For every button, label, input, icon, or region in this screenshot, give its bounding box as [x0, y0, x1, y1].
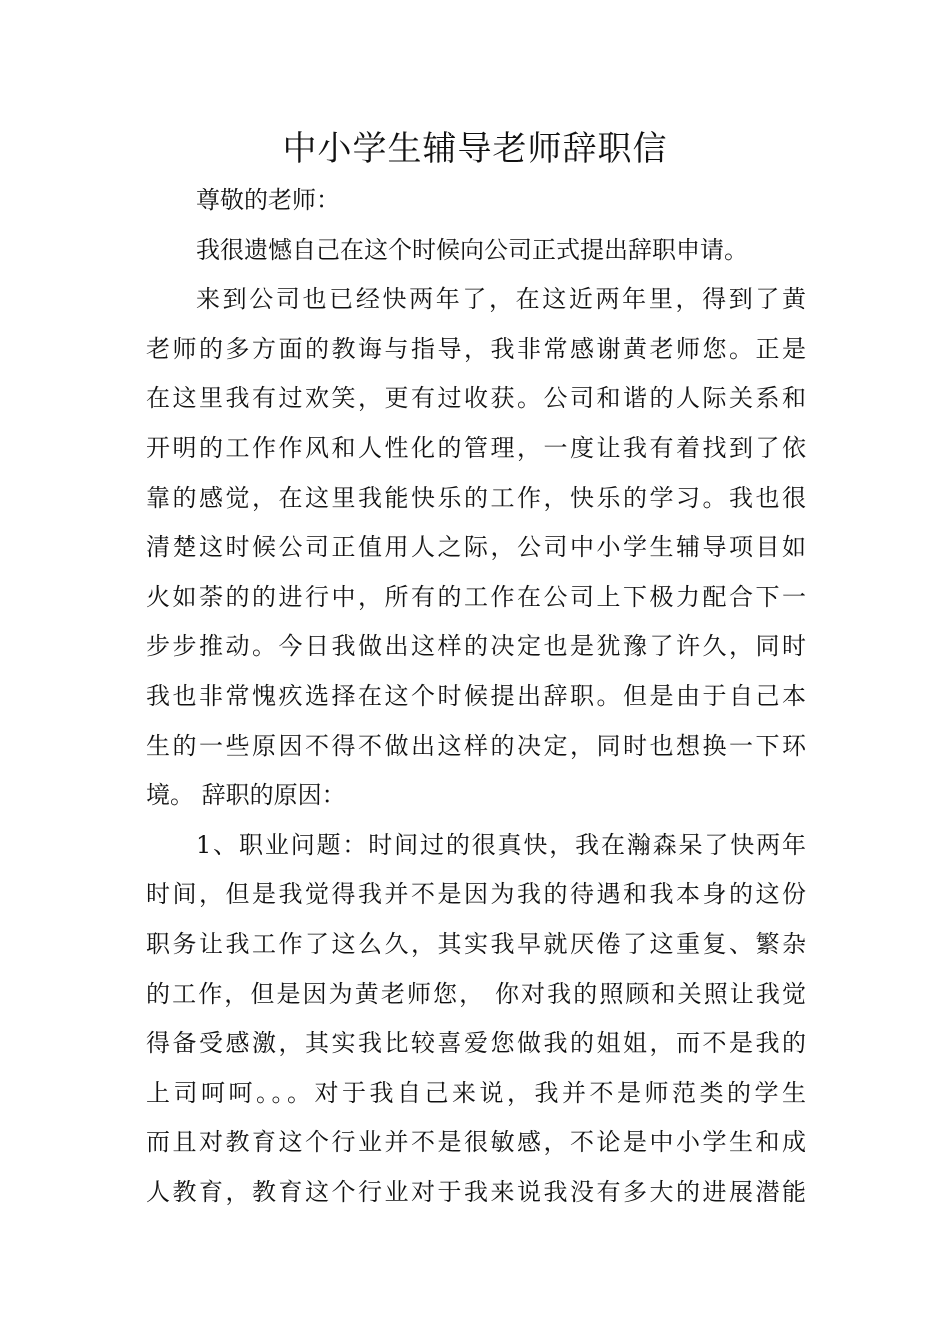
text-line: 境。 辞职的原因：	[146, 781, 346, 810]
text-line: 开明的工作作风和人性化的管理，一度让我有着找到了依	[146, 433, 806, 462]
text-line: 我也非常愧疚选择在这个时候提出辞职。但是由于自己本	[146, 681, 806, 710]
text-line: 生的一些原因不得不做出这样的决定，同时也想换一下环	[146, 731, 806, 760]
text-line: 职务让我工作了这么久，其实我早就厌倦了这重复、繁杂	[146, 929, 806, 958]
text-line: 来到公司也已经快两年了，在这近两年里，得到了黄	[196, 285, 806, 314]
text-line: 得备受感激，其实我比较喜爱您做我的姐姐，而不是我的	[146, 1029, 806, 1058]
text-line: 靠的感觉，在这里我能快乐的工作，快乐的学习。我也很	[146, 483, 806, 512]
text-line: 清楚这时候公司正值用人之际，公司中小学生辅导项目如	[146, 533, 806, 562]
document-title: 中小学生辅导老师辞职信	[282, 129, 668, 169]
text-line: 的工作，但是因为黄老师您， 你对我的照顾和关照让我觉	[146, 979, 806, 1008]
text-line: 人教育，教育这个行业对于我来说我没有多大的进展潜能	[146, 1177, 806, 1206]
text-line: 在这里我有过欢笑，更有过收获。公司和谐的人际关系和	[146, 384, 806, 413]
text-line: 老师的多方面的教诲与指导，我非常感谢黄老师您。正是	[146, 334, 806, 363]
text-line: 1、职业问题：时间过的很真快，我在瀚森呆了快两年	[196, 830, 806, 859]
text-line: 我很遗憾自己在这个时候向公司正式提出辞职申请。	[196, 235, 748, 264]
text-line: 时间，但是我觉得我并不是因为我的待遇和我本身的这份	[146, 880, 806, 909]
text-line: 火如荼的的进行中，所有的工作在公司上下极力配合下一	[146, 582, 806, 611]
text-line: 步步推动。今日我做出这样的决定也是犹豫了许久，同时	[146, 632, 806, 661]
text-line: 而且对教育这个行业并不是很敏感，不论是中小学生和成	[146, 1128, 806, 1157]
letter-body	[146, 176, 806, 1217]
text-line: 尊敬的老师：	[196, 186, 340, 214]
text-line: 上司呵呵。。。对于我自己来说，我并不是师范类的学生	[146, 1078, 806, 1107]
